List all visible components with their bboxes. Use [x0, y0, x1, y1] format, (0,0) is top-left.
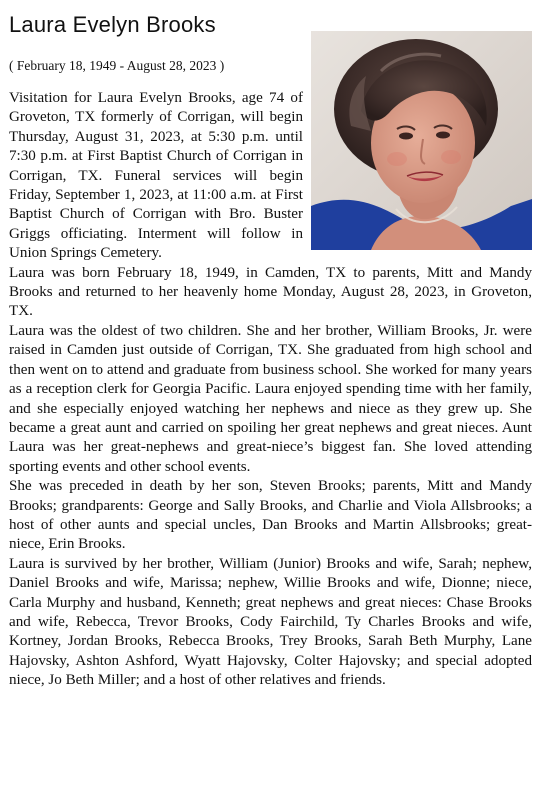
- paragraph-life: Laura was the oldest of two children. She and her brother, William Brooks, Jr. were raised in Camden just outside of Corrigan, TX. She graduated from high school and then went on to attend and graduate from business school. She worked for many years as a reception clerk for Georgia Pacific. Laura enjoyed spending time with her family, and she especially enjoyed watching her nephews and niece as they grew up. She became a great aunt and carried on spoiling her great nephews and great nieces. Aunt Laura was her great-nephews and great-niece’s biggest fan. She loved attending sporting events and other school events.: [9, 322, 532, 475]
- paragraph-visitation: Visitation for Laura Evelyn Brooks, age 74 of Groveton, TX formerly of Corrigan, will begin Thursday, August 31, 2023, at 5:30 p.m. until 7:30 p.m. at First Baptist Church of Corrigan in Corrigan, TX. Funeral services will begin Friday, September 1, 2023, at 11:00 a.m. at First Baptist Church of Corrigan with Bro. Buster Griggs officiating. Interment will follow in Union Springs Cemetery.: [9, 90, 303, 262]
- obituary-dates: ( February 18, 1949 - August 28, 2023 ): [9, 58, 225, 73]
- paragraph-preceded: She was preceded in death by her son, Steven Brooks; parents, Mitt and Mandy Brooks; grandparents: George and Sally Brooks, and Charlie and Viola Allsbrooks; a host of other aunts and special uncles, Dan Brooks and Martin Allsbrooks; great-niece, Erin Brooks.: [9, 478, 532, 553]
- paragraph-birth: Laura was born February 18, 1949, in Camden, TX to parents, Mitt and Mandy Brooks and returned to her heavenly home Monday, August 28, 2023, in Groveton, TX.: [9, 264, 532, 320]
- portrait-photo: [311, 31, 532, 250]
- obituary-body: [9, 89, 532, 691]
- obituary-name: Laura Evelyn Brooks: [9, 12, 216, 37]
- obituary-page: [9, 10, 532, 691]
- paragraph-survived: Laura is survived by her brother, William (Junior) Brooks and wife, Sarah; nephew, Daniel Brooks and wife, Marissa; nephew, Willie Brooks and wife, Dionne; niece, Carla Murphy and husband, Kenneth; great nephews and great nieces: Chase Brooks and wife, Rebecca, Trevor Brooks, Cody Fairchild, Ty Charles Brooks and wife, Kortney, Jordan Brooks, Rebecca Brooks, Trey Brooks, Sarah Beth Murphy, Lane Hajovsky, Ashton Ashford, Wyatt Hajovsky, Colter Hajovsky; and special adopted niece, Jo Beth Miller; and a host of other relatives and friends.: [9, 555, 532, 689]
